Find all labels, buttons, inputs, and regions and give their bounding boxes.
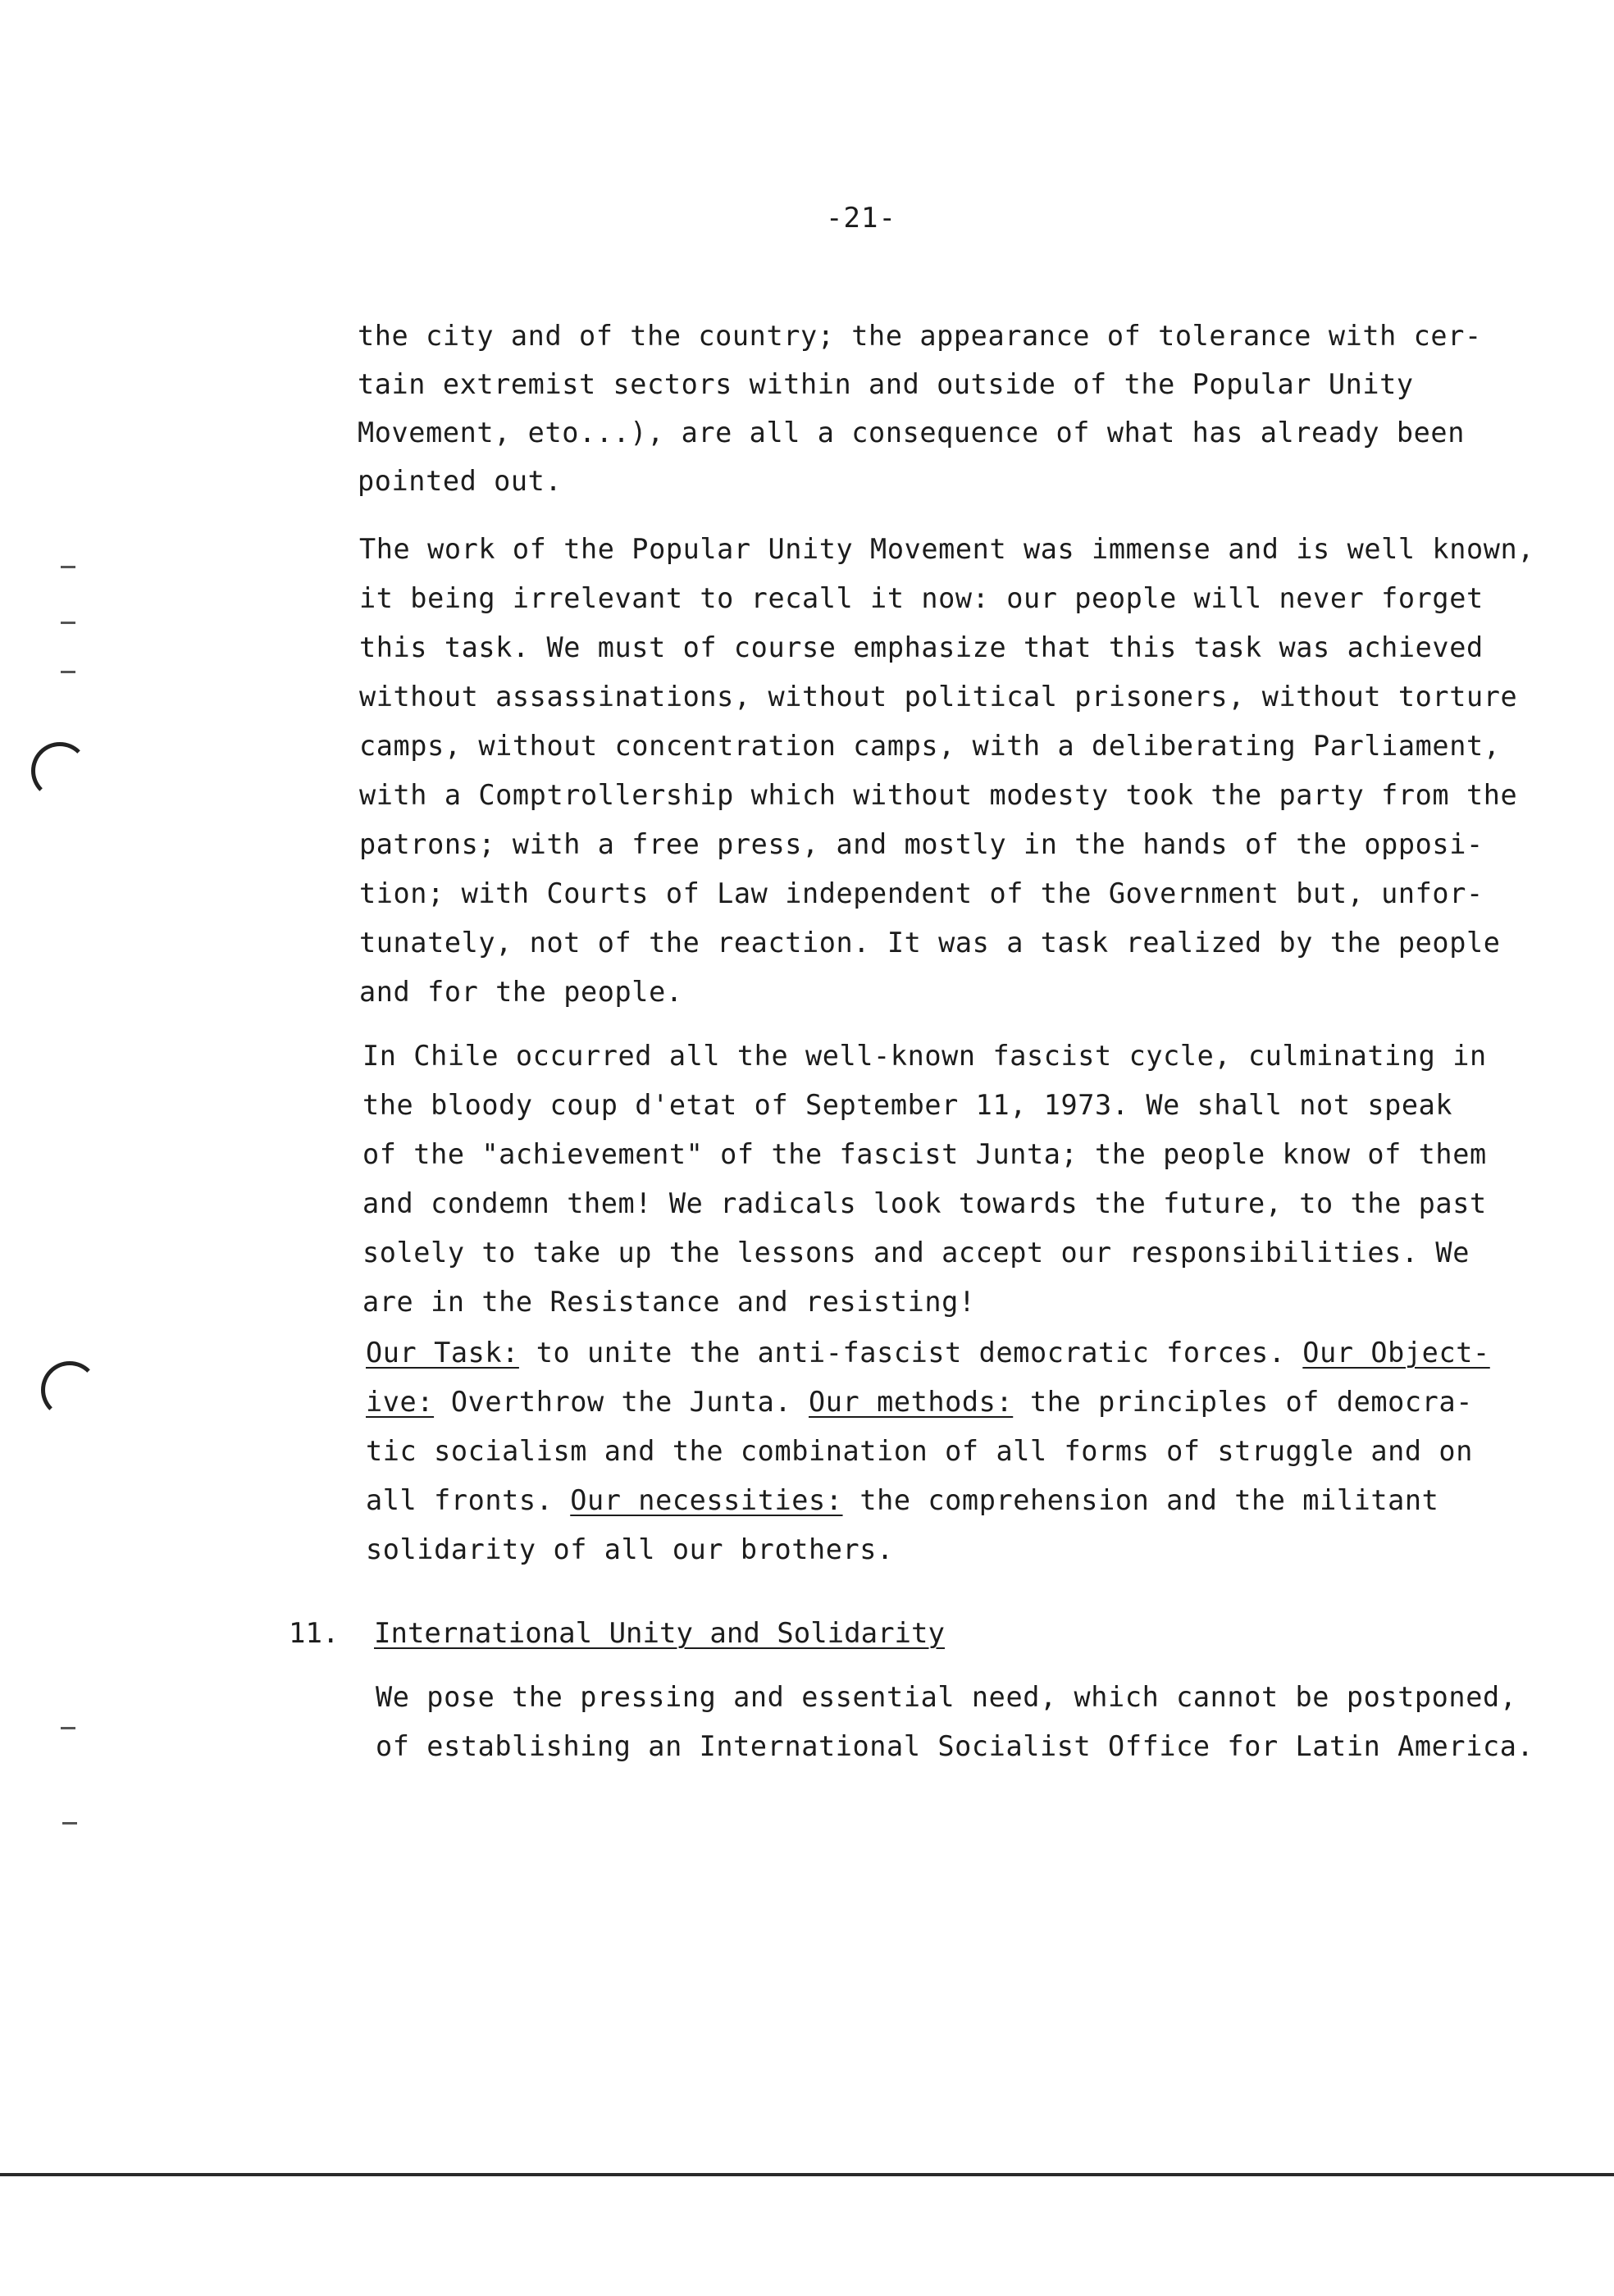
margin-mark bbox=[61, 566, 75, 568]
text-line: the city and of the country; the appearance of tolerance with cer- bbox=[358, 320, 1482, 352]
section-title: International Unity and Solidarity bbox=[374, 1617, 945, 1650]
text-line: solely to take up the lessons and accept our responsibilities. We bbox=[362, 1237, 1470, 1269]
objective-text: Overthrow the Junta. bbox=[434, 1386, 809, 1418]
punch-hole-mark bbox=[31, 742, 89, 800]
text-line: Movement, eto...), are all a consequence of what has already been bbox=[358, 417, 1465, 449]
text-line: solidarity of all our brothers. bbox=[366, 1533, 894, 1565]
task-text: to unite the anti-fascist democratic forces. bbox=[518, 1337, 1303, 1369]
text-line: tunately, not of the reaction. It was a task realized by the people bbox=[359, 927, 1501, 959]
task-label: Our Task: bbox=[366, 1337, 519, 1369]
margin-mark bbox=[61, 1727, 75, 1729]
methods-label: Our methods: bbox=[809, 1386, 1014, 1418]
text-line bbox=[366, 1386, 1473, 1418]
necessities-text: the comprehension and the militant bbox=[842, 1484, 1439, 1516]
text-line: camps, without concentration camps, with a deliberating Parliament, bbox=[359, 730, 1501, 762]
text-line: with a Comptrollership which without modesty took the party from the bbox=[359, 779, 1518, 811]
text-line: tion; with Courts of Law independent of the Government but, unfor- bbox=[359, 877, 1484, 909]
text-line: pointed out. bbox=[358, 465, 563, 497]
page-number: -21- bbox=[826, 202, 896, 235]
necessities-label: Our necessities: bbox=[570, 1484, 843, 1516]
text-line: In Chile occurred all the well-known fascist cycle, culminating in bbox=[362, 1040, 1487, 1072]
text-line: and condemn them! We radicals look towards the future, to the past bbox=[362, 1187, 1487, 1219]
fronts-text: all fronts. bbox=[366, 1484, 571, 1516]
text-line: without assassinations, without political prisoners, without torture bbox=[359, 681, 1518, 713]
margin-mark bbox=[61, 622, 75, 624]
text-line: of the "achievement" of the fascist Junta; the people know of them bbox=[362, 1138, 1487, 1170]
objective-label-continued: ive: bbox=[366, 1386, 435, 1418]
text-line: We pose the pressing and essential need, which cannot be postponed, bbox=[376, 1681, 1517, 1713]
methods-text: the principles of democra- bbox=[1013, 1386, 1473, 1418]
text-line bbox=[366, 1337, 1490, 1369]
text-line: it being irrelevant to recall it now: our people will never forget bbox=[359, 582, 1484, 614]
bottom-rule bbox=[0, 2173, 1614, 2176]
text-line: this task. We must of course emphasize that this task was achieved bbox=[359, 631, 1484, 663]
section-number: 11. bbox=[289, 1617, 340, 1650]
text-line: The work of the Popular Unity Movement was immense and is well known, bbox=[359, 533, 1535, 565]
text-line: are in the Resistance and resisting! bbox=[362, 1286, 976, 1318]
text-line: patrons; with a free press, and mostly in the hands of the opposi- bbox=[359, 828, 1484, 860]
punch-hole-mark bbox=[41, 1361, 98, 1419]
margin-mark bbox=[62, 1822, 77, 1824]
text-line bbox=[366, 1484, 1438, 1516]
objective-label: Our Object- bbox=[1302, 1337, 1490, 1369]
margin-mark bbox=[61, 671, 75, 673]
text-line: and for the people. bbox=[359, 976, 683, 1008]
text-line: tic socialism and the combination of all forms of struggle and on bbox=[366, 1435, 1473, 1467]
text-line: of establishing an International Socialist Office for Latin America. bbox=[376, 1730, 1534, 1762]
text-line: the bloody coup d'etat of September 11, 1973. We shall not speak bbox=[362, 1089, 1453, 1121]
text-line: tain extremist sectors within and outside of the Popular Unity bbox=[358, 368, 1414, 400]
